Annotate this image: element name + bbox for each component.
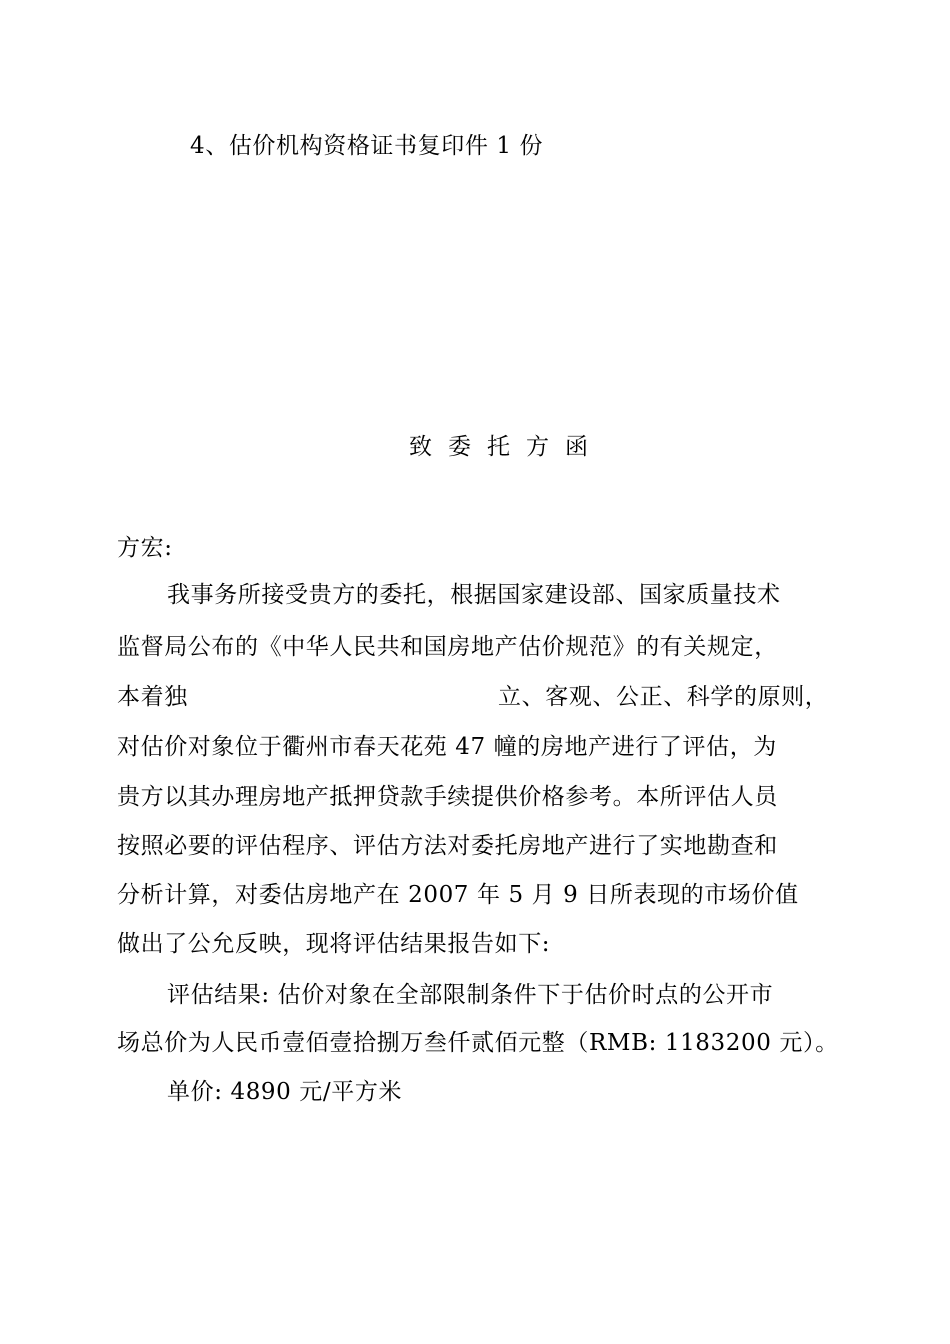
body-line: 按照必要的评估程序、评估方法对委托房地产进行了实地勘查和 bbox=[117, 833, 778, 859]
body-line: 贵方以其办理房地产抵押贷款手续提供价格参考。本所评估人员 bbox=[117, 784, 778, 810]
unit-price: 单价: 4890 元/平方米 bbox=[167, 1079, 403, 1105]
result-line: 场总价为人民币壹佰壹拾捌万叁仟贰佰元整（RMB: 1183200 元）。 bbox=[117, 1030, 839, 1056]
body-line: 做出了公允反映，现将评估结果报告如下: bbox=[117, 931, 551, 957]
body-line: 我事务所接受贵方的委托，根据国家建设部、国家质量技术 bbox=[167, 582, 781, 608]
body-line: 分析计算，对委估房地产在 2007 年 5 月 9 日所表现的市场价值 bbox=[117, 882, 799, 908]
letter-title: 致委托方函 bbox=[409, 434, 604, 460]
body-line: 监督局公布的《中华人民共和国房地产估价规范》的有关规定， bbox=[117, 634, 778, 660]
body-line: 立、客观、公正、科学的原则， bbox=[498, 684, 829, 710]
salutation: 方宏: bbox=[117, 535, 173, 561]
attachment-item: 4、估价机构资格证书复印件 1 份 bbox=[190, 133, 544, 159]
body-line: 对估价对象位于衢州市春天花苑 47 幢的房地产进行了评估，为 bbox=[117, 734, 777, 760]
body-line: 本着独 bbox=[117, 684, 188, 710]
result-line: 评估结果: 估价对象在全部限制条件下于估价时点的公开市 bbox=[167, 982, 774, 1008]
